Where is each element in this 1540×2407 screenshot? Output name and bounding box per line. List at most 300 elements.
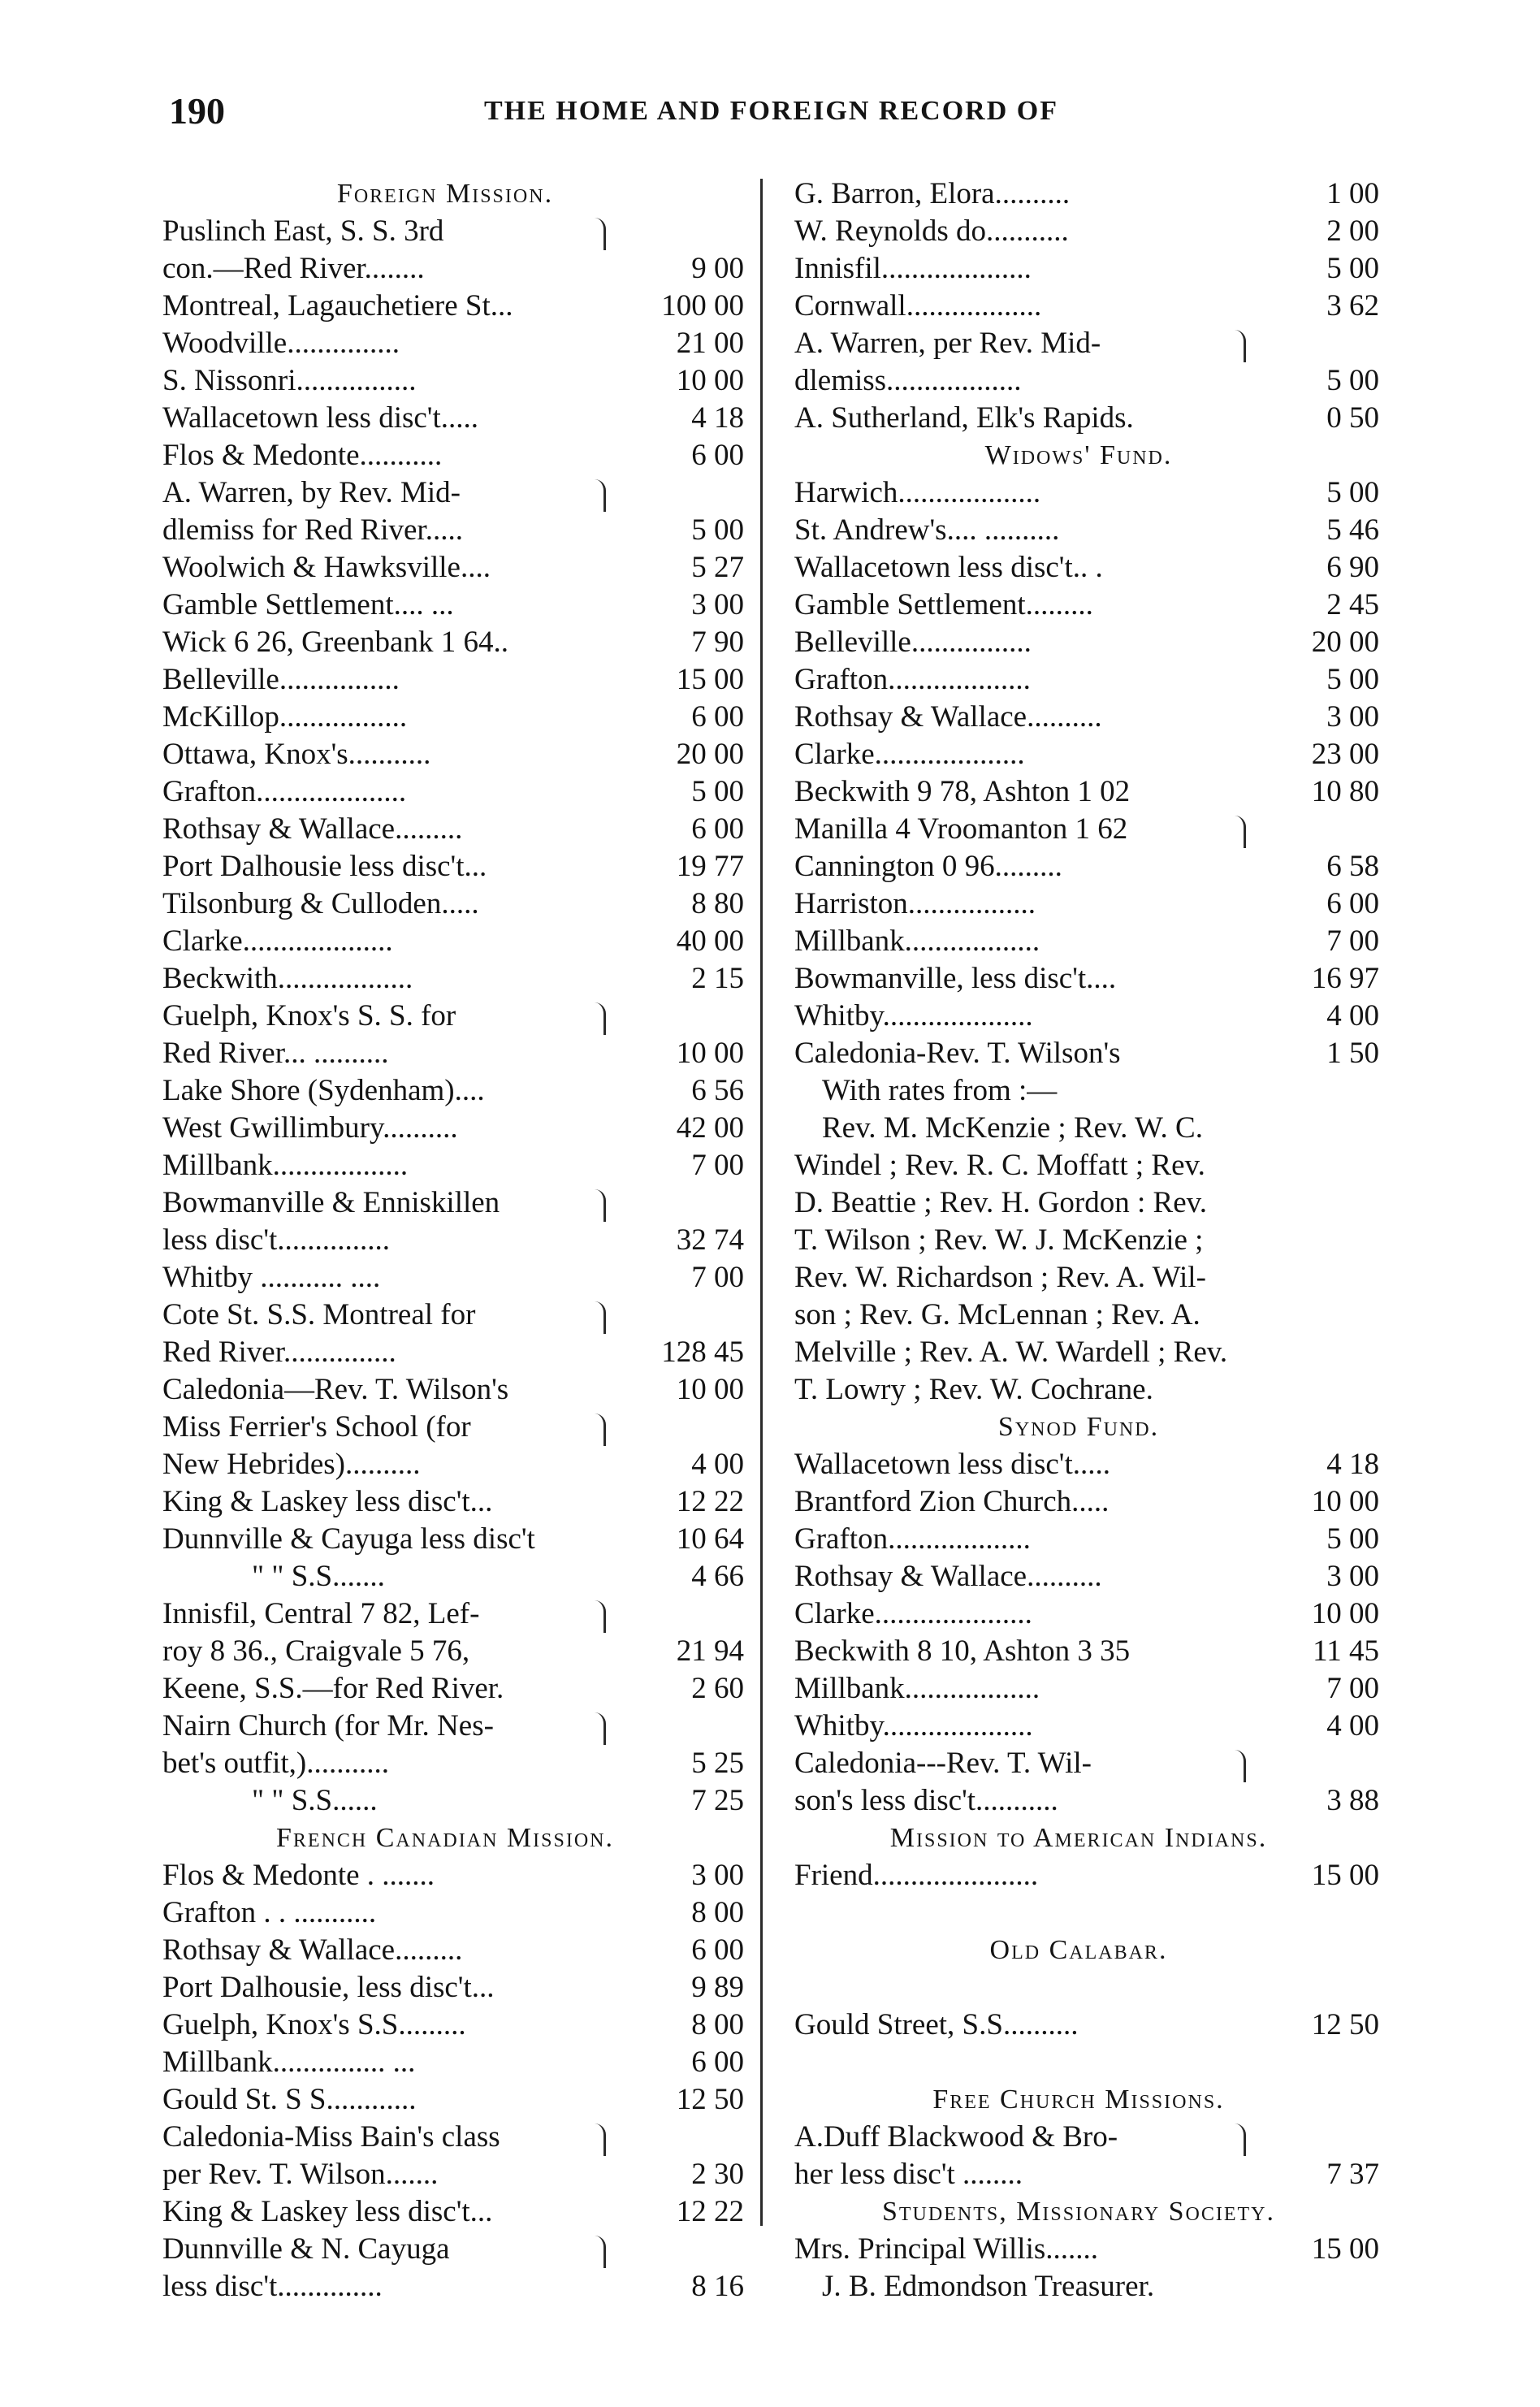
ledger-line — [778, 474, 1379, 512]
brace-mark — [1232, 816, 1246, 848]
entry-text: Beckwith 9 78, Ashton 1 02 — [794, 775, 1131, 808]
entry-amount: 42 00 — [676, 1111, 744, 1145]
entry-text: Caledonia—Rev. T. Wilson's — [162, 1373, 509, 1406]
entry-text: Nairn Church (for Mr. Nes- — [162, 1709, 494, 1742]
entry-text: less disc't.............. — [162, 2270, 383, 2303]
ledger-line — [146, 325, 744, 362]
ledger-line — [778, 773, 1379, 811]
entry-text: Clarke.................... — [162, 924, 393, 958]
entry-text: West Gwillimbury.......... — [162, 1111, 458, 1145]
entry-amount: 40 00 — [676, 924, 744, 958]
entry-text: Wallacetown less disc't.. . — [794, 551, 1103, 584]
entry-text: Melville ; Rev. A. W. Wardell ; Rev. — [794, 1336, 1228, 1369]
entry-amount: 12 22 — [676, 1485, 744, 1518]
entry-text: Cornwall.................. — [794, 289, 1042, 323]
entry-text: Tilsonburg & Culloden..... — [162, 887, 479, 920]
ledger-line — [146, 624, 744, 661]
entry-text: Rothsay & Wallace.......... — [794, 700, 1102, 734]
entry-text: Dunnville & N. Cayuga — [162, 2232, 450, 2266]
section-heading: Foreign Mission. — [336, 179, 554, 209]
entry-text: Rothsay & Wallace......... — [162, 1933, 463, 1967]
entry-text: " " S.S...... — [252, 1784, 378, 1817]
entry-amount: 5 46 — [1326, 513, 1379, 547]
ledger-line — [146, 699, 744, 736]
entry-amount: 20 00 — [676, 738, 744, 771]
ledger-line — [146, 960, 744, 998]
left-column — [146, 175, 744, 2305]
entry-text: con.—Red River........ — [162, 252, 425, 285]
ledger-line — [778, 1446, 1379, 1483]
entry-text: Puslinch East, S. S. 3rd — [162, 214, 444, 248]
entry-text: Beckwith 8 10, Ashton 3 35 — [794, 1634, 1131, 1668]
ledger-line — [778, 1633, 1379, 1670]
entry-text: Red River............... — [162, 1336, 396, 1369]
entry-amount: 6 00 — [691, 812, 744, 846]
entry-amount: 10 80 — [1311, 775, 1379, 808]
entry-text: bet's outfit,)........... — [162, 1747, 389, 1780]
ledger-line — [146, 1521, 744, 1558]
ledger-line — [146, 250, 744, 288]
entry-amount: 5 00 — [1326, 252, 1379, 285]
entry-amount: 5 00 — [1326, 1522, 1379, 1556]
entry-amount: 3 00 — [1326, 1560, 1379, 1593]
ledger-line — [778, 325, 1379, 362]
ledger-line — [778, 1595, 1379, 1633]
ledger-line — [778, 2007, 1379, 2044]
page-number: 190 — [169, 90, 225, 132]
ledger-line — [146, 1334, 744, 1371]
entry-text: D. Beattie ; Rev. H. Gordon : Rev. — [794, 1186, 1207, 1219]
ledger-line — [146, 1371, 744, 1409]
entry-text: Belleville................ — [794, 626, 1032, 659]
entry-text: Gould St. S S............ — [162, 2083, 417, 2116]
ledger-line — [146, 1857, 744, 1894]
entry-text: Red River... .......... — [162, 1037, 389, 1070]
entry-text: A. Warren, per Rev. Mid- — [794, 327, 1101, 360]
ledger-line — [778, 1521, 1379, 1558]
entry-text: Belleville................ — [162, 663, 400, 696]
ledger-line — [778, 1072, 1379, 1110]
ledger-line — [778, 1035, 1379, 1072]
entry-amount: 8 00 — [691, 1896, 744, 1929]
entry-text: Wallacetown less disc't..... — [794, 1448, 1111, 1481]
entry-text: New Hebrides).......... — [162, 1448, 421, 1481]
ledger-line — [778, 923, 1379, 960]
entry-amount: 2 30 — [691, 2158, 744, 2191]
entry-text: Caledonia-Miss Bain's class — [162, 2120, 500, 2154]
brace-mark — [1232, 1750, 1246, 1782]
ledger-line — [146, 885, 744, 923]
entry-text: Whitby ........... .... — [162, 1261, 381, 1294]
ledger-line — [778, 362, 1379, 400]
ledger-line — [778, 1334, 1379, 1371]
entry-amount: 6 00 — [691, 2046, 744, 2079]
entry-text: Grafton................... — [794, 1522, 1031, 1556]
brace-mark — [592, 1600, 606, 1633]
ledger-line — [146, 1072, 744, 1110]
ledger-line — [146, 2007, 744, 2044]
entry-text: Montreal, Lagauchetiere St... — [162, 289, 513, 323]
entry-text: Innisfil, Central 7 82, Lef- — [162, 1597, 480, 1630]
ledger-line — [146, 1297, 744, 1334]
entry-text: T. Lowry ; Rev. W. Cochrane. — [794, 1373, 1153, 1406]
entry-amount: 5 00 — [691, 513, 744, 547]
entry-amount: 5 25 — [691, 1747, 744, 1780]
entry-amount: 10 64 — [676, 1522, 744, 1556]
ledger-line — [778, 885, 1379, 923]
section-heading: Synod Fund. — [997, 1412, 1160, 1442]
entry-amount: 6 00 — [691, 700, 744, 734]
entry-amount: 2 00 — [1326, 214, 1379, 248]
entry-text: King & Laskey less disc't... — [162, 2195, 493, 2228]
entry-amount: 16 97 — [1311, 962, 1379, 995]
right-column — [778, 175, 1379, 2305]
entry-text: Gould Street, S.S.......... — [794, 2008, 1079, 2041]
entry-amount: 5 00 — [1326, 364, 1379, 397]
entry-amount: 12 50 — [676, 2083, 744, 2116]
ledger-line — [146, 1483, 744, 1521]
ledger-line — [778, 2119, 1379, 2156]
ledger-line — [778, 1670, 1379, 1708]
ledger-line — [146, 1147, 744, 1184]
entry-amount: 3 00 — [691, 1859, 744, 1892]
entry-text: W. Reynolds do........... — [794, 214, 1069, 248]
entry-amount: 4 66 — [691, 1560, 744, 1593]
entry-text: Woodville............... — [162, 327, 400, 360]
ledger-line — [778, 1147, 1379, 1184]
entry-amount: 3 00 — [1326, 700, 1379, 734]
ledger-line — [146, 1446, 744, 1483]
entry-text: Gamble Settlement.... ... — [162, 588, 454, 621]
entry-text: T. Wilson ; Rev. W. J. McKenzie ; — [794, 1223, 1204, 1257]
ledger-line — [778, 1371, 1379, 1409]
entry-amount: 5 27 — [691, 551, 744, 584]
entry-amount: 15 00 — [1311, 1859, 1379, 1892]
entry-amount: 2 60 — [691, 1672, 744, 1705]
ledger-line — [146, 474, 744, 512]
brace-mark — [1232, 330, 1246, 362]
ledger-line — [146, 1259, 744, 1297]
entry-amount: 21 00 — [676, 327, 744, 360]
brace-mark — [592, 1002, 606, 1035]
ledger-line — [146, 998, 744, 1035]
entry-text: Manilla 4 Vroomanton 1 62 — [794, 812, 1128, 846]
ledger-line — [146, 1894, 744, 1932]
ledger-line — [146, 2044, 744, 2081]
entry-text: Port Dalhousie less disc't... — [162, 850, 487, 883]
ledger-line — [146, 1035, 744, 1072]
entry-text: " " S.S....... — [252, 1560, 385, 1593]
ledger-line — [146, 1110, 744, 1147]
entry-text: per Rev. T. Wilson....... — [162, 2158, 439, 2191]
ledger-line — [778, 960, 1379, 998]
entry-amount: 11 45 — [1313, 1634, 1379, 1668]
ledger-line — [146, 400, 744, 437]
blank-space — [778, 2044, 1379, 2081]
entry-amount: 4 18 — [691, 401, 744, 435]
entry-text: Grafton . . ........... — [162, 1896, 377, 1929]
brace-mark — [592, 1301, 606, 1334]
entry-text: Whitby.................... — [794, 1709, 1033, 1742]
ledger-line — [146, 661, 744, 699]
ledger-line — [146, 848, 744, 885]
entry-text: Beckwith.................. — [162, 962, 413, 995]
ledger-line — [146, 736, 744, 773]
ledger-line — [146, 1558, 744, 1595]
entry-amount: 7 00 — [691, 1149, 744, 1182]
entry-amount: 7 00 — [691, 1261, 744, 1294]
entry-amount: 6 00 — [691, 1933, 744, 1967]
entry-text: King & Laskey less disc't... — [162, 1485, 493, 1518]
entry-text: Miss Ferrier's School (for — [162, 1410, 471, 1444]
entry-text: Millbank............... ... — [162, 2046, 416, 2079]
entry-amount: 15 00 — [676, 663, 744, 696]
ledger-line — [778, 1222, 1379, 1259]
section-heading: Students, Missionary Society. — [881, 2197, 1276, 2227]
entry-text: Harriston................. — [794, 887, 1036, 920]
entry-text: son ; Rev. G. McLennan ; Rev. A. — [794, 1298, 1200, 1331]
column-divider — [760, 179, 763, 2226]
entry-amount: 23 00 — [1311, 738, 1379, 771]
entry-amount: 10 00 — [1311, 1597, 1379, 1630]
entry-text: A.Duff Blackwood & Bro- — [794, 2120, 1118, 2154]
entry-text: Bowmanville, less disc't.... — [794, 962, 1117, 995]
entry-text: Millbank.................. — [162, 1149, 409, 1182]
entry-text: Ottawa, Knox's........... — [162, 738, 431, 771]
entry-text: McKillop................. — [162, 700, 408, 734]
ledger-line — [778, 175, 1379, 213]
entry-text: Caledonia-Rev. T. Wilson's — [794, 1037, 1121, 1070]
entry-text: Port Dalhousie, less disc't... — [162, 1971, 495, 2004]
entry-text: Guelph, Knox's S. S. for — [162, 999, 456, 1032]
entry-amount: 6 58 — [1326, 850, 1379, 883]
entry-amount: 128 45 — [661, 1336, 744, 1369]
entry-text: roy 8 36., Craigvale 5 76, — [162, 1634, 470, 1668]
ledger-line — [146, 512, 744, 549]
section-heading: Free Church Missions. — [932, 2084, 1225, 2115]
ledger-line — [146, 213, 744, 250]
entry-amount: 2 45 — [1326, 588, 1379, 621]
entry-text: Grafton.................... — [162, 775, 407, 808]
entry-amount: 4 00 — [691, 1448, 744, 1481]
entry-text: Windel ; Rev. R. C. Moffatt ; Rev. — [794, 1149, 1205, 1182]
entry-text: S. Nissonri................ — [162, 364, 417, 397]
brace-mark — [592, 1712, 606, 1745]
entry-text: Friend...................... — [794, 1859, 1039, 1892]
entry-amount: 15 00 — [1311, 2232, 1379, 2266]
entry-amount: 3 62 — [1326, 289, 1379, 323]
ledger-line — [778, 661, 1379, 699]
entry-amount: 9 00 — [691, 252, 744, 285]
entry-text: A. Warren, by Rev. Mid- — [162, 476, 461, 509]
entry-amount: 10 00 — [1311, 1485, 1379, 1518]
ledger-line — [778, 1708, 1379, 1745]
ledger-line — [778, 848, 1379, 885]
ledger-line — [146, 1184, 744, 1222]
entry-amount: 10 00 — [676, 1037, 744, 1070]
entry-amount: 0 50 — [1326, 401, 1379, 435]
entry-amount: 7 00 — [1326, 1672, 1379, 1705]
ledger-line — [146, 1782, 744, 1820]
entry-text: With rates from :— — [822, 1074, 1058, 1107]
entry-amount: 7 37 — [1326, 2158, 1379, 2191]
entry-text: Innisfil.................... — [794, 252, 1032, 285]
ledger-line — [146, 362, 744, 400]
entry-text: Flos & Medonte . ....... — [162, 1859, 435, 1892]
entry-amount: 12 22 — [676, 2195, 744, 2228]
brace-mark — [592, 2123, 606, 2156]
brace-mark — [592, 2236, 606, 2268]
ledger-line — [778, 549, 1379, 587]
ledger-line — [778, 1857, 1379, 1894]
entry-text: Bowmanville & Enniskillen — [162, 1186, 500, 1219]
ledger-line — [778, 1259, 1379, 1297]
ledger-line — [146, 1409, 744, 1446]
entry-amount: 100 00 — [661, 289, 744, 323]
entry-amount: 9 89 — [691, 1971, 744, 2004]
entry-text: Cannington 0 96......... — [794, 850, 1062, 883]
ledger-line — [778, 2156, 1379, 2193]
entry-text: G. Barron, Elora.......... — [794, 177, 1071, 210]
entry-amount: 10 00 — [676, 1373, 744, 1406]
ledger-line — [778, 1558, 1379, 1595]
ledger-line — [146, 2119, 744, 2156]
entry-text: Wick 6 26, Greenbank 1 64.. — [162, 626, 508, 659]
entry-amount: 2 15 — [691, 962, 744, 995]
entry-amount: 7 90 — [691, 626, 744, 659]
entry-amount: 21 94 — [676, 1634, 744, 1668]
entry-amount: 8 16 — [691, 2270, 744, 2303]
entry-amount: 20 00 — [1311, 626, 1379, 659]
entry-amount: 6 56 — [691, 1074, 744, 1107]
ledger-line — [778, 250, 1379, 288]
entry-text: Millbank.................. — [794, 1672, 1040, 1705]
entry-text: Rev. M. McKenzie ; Rev. W. C. — [822, 1111, 1203, 1145]
section-heading: Old Calabar. — [989, 1935, 1168, 1965]
entry-text: Rothsay & Wallace......... — [162, 812, 463, 846]
entry-amount: 32 74 — [676, 1223, 744, 1257]
ledger-line — [778, 1483, 1379, 1521]
ledger-line — [146, 1969, 744, 2007]
brace-mark — [1232, 2123, 1246, 2156]
entry-amount: 7 25 — [691, 1784, 744, 1817]
entry-text: Lake Shore (Sydenham).... — [162, 1074, 485, 1107]
entry-text: Mrs. Principal Willis....... — [794, 2232, 1098, 2266]
entry-text: Clarke.................... — [794, 738, 1025, 771]
ledger-line — [778, 2268, 1379, 2305]
ledger-line — [778, 213, 1379, 250]
section-heading: Widows' Fund. — [984, 440, 1173, 470]
entry-amount: 5 00 — [1326, 476, 1379, 509]
ledger-line — [778, 1782, 1379, 1820]
entry-text: Grafton................... — [794, 663, 1031, 696]
entry-amount: 19 77 — [676, 850, 744, 883]
ledger-line — [146, 2231, 744, 2268]
entry-text: Millbank.................. — [794, 924, 1040, 958]
entry-text: J. B. Edmondson Treasurer. — [822, 2270, 1155, 2303]
ledger-line — [146, 1670, 744, 1708]
entry-amount: 6 90 — [1326, 551, 1379, 584]
ledger-line — [146, 2081, 744, 2119]
page-header — [0, 89, 1540, 146]
entry-text: son's less disc't........... — [794, 1784, 1058, 1817]
ledger-line — [146, 1932, 744, 1969]
entry-amount: 6 00 — [1326, 887, 1379, 920]
entry-amount: 6 00 — [691, 439, 744, 472]
ledger-line — [778, 2231, 1379, 2268]
entry-amount: 3 88 — [1326, 1784, 1379, 1817]
entry-text: her less disc't ........ — [794, 2158, 1023, 2191]
ledger-line — [778, 1745, 1379, 1782]
ledger-line — [778, 998, 1379, 1035]
entry-text: less disc't............... — [162, 1223, 391, 1257]
ledger-line — [146, 587, 744, 624]
running-head: THE HOME AND FOREIGN RECORD OF — [484, 96, 1058, 126]
entry-text: Dunnville & Cayuga less disc't — [162, 1522, 535, 1556]
entry-text: Wallacetown less disc't..... — [162, 401, 479, 435]
ledger-line — [146, 811, 744, 848]
ledger-line — [778, 1184, 1379, 1222]
section-heading: French Canadian Mission. — [276, 1823, 614, 1853]
entry-amount: 12 50 — [1311, 2008, 1379, 2041]
entry-text: St. Andrew's.... .......... — [794, 513, 1060, 547]
ledger-line — [778, 624, 1379, 661]
entry-text: Cote St. S.S. Montreal for — [162, 1298, 476, 1331]
ledger-line — [146, 1633, 744, 1670]
blank-space — [778, 1894, 1379, 1932]
ledger-line — [778, 400, 1379, 437]
entry-text: Harwich................... — [794, 476, 1041, 509]
entry-text: Rev. W. Richardson ; Rev. A. Wil- — [794, 1261, 1206, 1294]
entry-text: dlemiss.................. — [794, 364, 1022, 397]
ledger-line — [146, 2193, 744, 2231]
brace-mark — [592, 479, 606, 512]
entry-amount: 8 00 — [691, 2008, 744, 2041]
ledger-line — [146, 923, 744, 960]
entry-amount: 8 80 — [691, 887, 744, 920]
ledger-line — [146, 288, 744, 325]
entry-amount: 10 00 — [676, 364, 744, 397]
ledger-line — [146, 1595, 744, 1633]
ledger-line — [146, 1222, 744, 1259]
entry-amount: 4 18 — [1326, 1448, 1379, 1481]
ledger-line — [778, 587, 1379, 624]
ledger-line — [778, 699, 1379, 736]
entry-text: Keene, S.S.—for Red River. — [162, 1672, 504, 1705]
ledger-line — [146, 1745, 744, 1782]
ledger-line — [146, 1708, 744, 1745]
ledger-line — [778, 288, 1379, 325]
entry-amount: 4 00 — [1326, 999, 1379, 1032]
entry-text: Guelph, Knox's S.S......... — [162, 2008, 466, 2041]
entry-text: Clarke..................... — [794, 1597, 1032, 1630]
entry-amount: 1 50 — [1326, 1037, 1379, 1070]
ledger-line — [778, 1297, 1379, 1334]
ledger-line — [778, 512, 1379, 549]
brace-mark — [592, 1189, 606, 1222]
brace-mark — [592, 218, 606, 250]
entry-text: Whitby.................... — [794, 999, 1033, 1032]
ledger-line — [146, 773, 744, 811]
ledger-line — [778, 1110, 1379, 1147]
entry-text: A. Sutherland, Elk's Rapids. — [794, 401, 1134, 435]
entry-text: Woolwich & Hawksville.... — [162, 551, 491, 584]
section-heading: Mission to American Indians. — [889, 1823, 1268, 1853]
entry-text: Caledonia---Rev. T. Wil- — [794, 1747, 1092, 1780]
entry-text: Rothsay & Wallace.......... — [794, 1560, 1102, 1593]
blank-space — [778, 1969, 1379, 2007]
ledger-line — [146, 437, 744, 474]
